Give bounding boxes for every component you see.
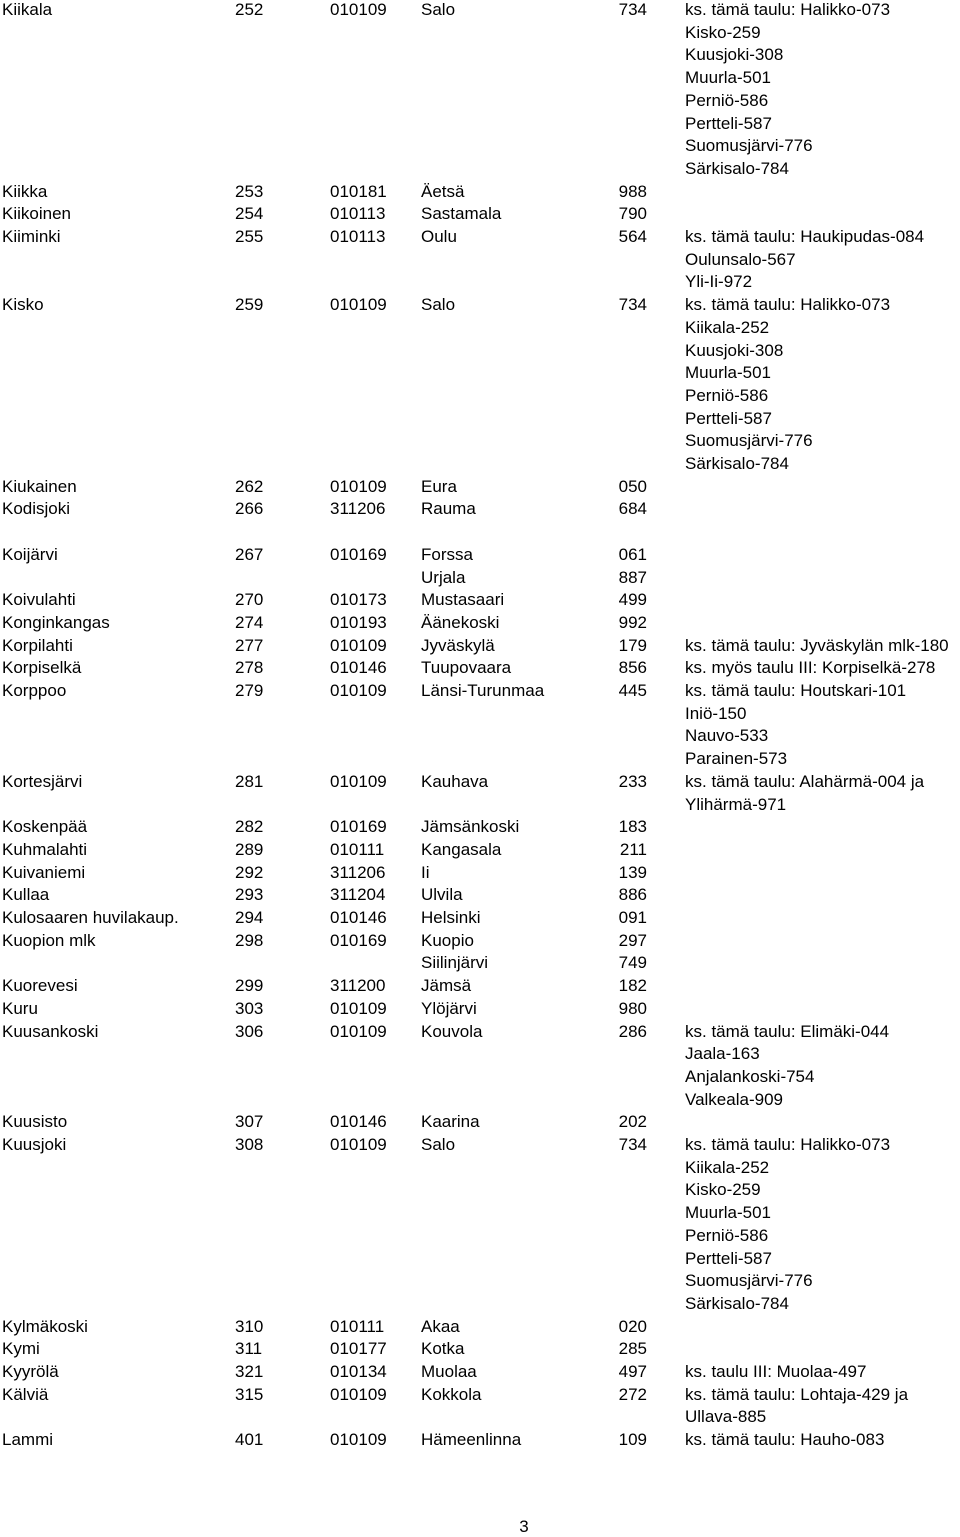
row-note: ks. tämä taulu: Halikko-073 [685,295,891,315]
row-code: 010146 [330,1112,387,1132]
row-note: Pertteli-587 [685,113,772,133]
row-town-number: 988 [618,181,647,201]
row-town: Eura [421,476,457,496]
row-number: 298 [235,930,264,950]
row-town-number: 497 [618,1362,647,1381]
row-code: 010113 [330,227,386,246]
table-row [0,293,960,316]
row-town: Kokkola [421,1384,482,1404]
row-town: Kangasala [421,839,502,859]
row-note: Oulunsalo-567 [685,249,796,269]
row-town-number: 286 [618,1021,647,1041]
table-row [0,407,960,430]
row-town-number: 790 [618,204,647,224]
row-code: 010111 [330,839,385,859]
row-note: Kiikala-252 [685,317,770,337]
row-code: 010169 [330,817,387,837]
table-row [0,951,960,974]
page-number: 3 [519,1517,529,1536]
table-row [0,1088,960,1111]
table-row [0,452,960,475]
row-number: 252 [235,0,264,19]
row-town: Mustasaari [421,590,505,610]
row-number: 292 [235,862,264,882]
table-row [0,1383,960,1406]
table-row [0,429,960,452]
row-note: Kuusjoki-308 [685,340,784,360]
row-town-number: 211 [619,839,647,859]
row-town-number: 684 [618,499,647,519]
row-name: Kylmäkoski [2,1316,88,1336]
table-row [0,1156,960,1179]
row-number: 299 [235,976,264,996]
table-row [0,815,960,838]
row-number: 262 [235,476,264,496]
row-code: 010111 [330,1316,385,1336]
row-number: 279 [235,681,264,700]
row-town: Oulu [421,227,457,246]
table-row [0,861,960,884]
row-note: Parainen-573 [685,749,788,769]
row-number: 315 [235,1384,264,1404]
row-code: 010113 [330,204,386,224]
table-row [0,997,960,1020]
table-row [0,838,960,861]
row-note: Muurla-501 [685,363,771,383]
row-number: 311 [235,1339,263,1359]
row-note: Perniö-586 [685,385,769,405]
row-name: Kuhmalahti [2,839,88,859]
table-row [0,656,960,679]
row-note: Pertteli-587 [685,1248,772,1268]
row-name: Kuivaniemi [2,862,86,882]
row-town: Urjala [421,567,466,587]
row-number: 321 [235,1362,264,1381]
table-row [0,724,960,747]
table-row [0,21,960,44]
row-code: 010109 [330,0,387,19]
table-row [0,634,960,657]
row-town: Akaa [421,1316,460,1336]
row-code: 311204 [330,885,386,905]
row-note: Iniö-150 [685,703,747,723]
row-number: 306 [235,1021,264,1041]
row-code: 010146 [330,908,387,927]
table-row [0,225,960,248]
row-name: Koivulahti [2,590,76,610]
table-row [0,1428,960,1451]
row-name: Kuusankoski [2,1021,99,1041]
row-name: Kiikka [2,181,48,201]
row-town: Länsi-Turunmaa [421,681,545,700]
table-row [0,1042,960,1065]
row-note: ks. tämä taulu: Alahärmä-004 ja [685,771,925,791]
row-code: 010169 [330,930,387,950]
row-number: 307 [235,1112,264,1132]
table-row [0,43,960,66]
row-name: Korpiselkä [2,658,82,678]
row-note: Särkisalo-784 [685,1293,789,1313]
row-number: 277 [235,635,264,655]
row-name: Kuru [2,998,38,1018]
row-note: Suomusjärvi-776 [685,1271,813,1291]
row-note: Nauvo-533 [685,726,769,746]
row-name: Kortesjärvi [2,771,83,791]
row-number: 267 [235,544,264,564]
row-town-number: 091 [618,908,647,927]
row-name: Konginkangas [2,612,110,632]
table-row [0,906,960,929]
row-code: 010109 [330,1135,387,1154]
row-number: 253 [235,181,264,201]
row-town-number: 856 [618,658,647,678]
row-town: Äänekoski [421,612,500,632]
row-note: ks. tämä taulu: Houtskari-101 [685,681,907,700]
row-town-number: 233 [618,771,647,791]
row-name: Korppoo [2,681,67,700]
row-town: Siilinjärvi [421,953,489,973]
table-row [0,1360,960,1383]
row-number: 401 [235,1430,264,1450]
row-name: Koskenpää [2,817,88,837]
row-note: ks. tämä taulu: Halikko-073 [685,0,891,19]
row-code: 010109 [330,1384,387,1404]
row-name: Lammi [2,1430,54,1450]
row-town-number: 020 [618,1316,647,1336]
table-row [0,1315,960,1338]
table-row [0,66,960,89]
row-town: Kotka [421,1339,465,1359]
row-code: 010173 [330,590,387,610]
row-name: Kälviä [2,1384,49,1404]
row-note: Särkisalo-784 [685,158,789,178]
row-number: 310 [235,1316,264,1336]
row-name: Kulosaaren huvilakaup. [2,908,179,927]
row-code: 010169 [330,544,387,564]
row-note: Ullava-885 [685,1407,767,1427]
row-code: 010109 [330,771,387,791]
row-note: Kiikala-252 [685,1157,770,1177]
row-note: ks. myös taulu III: Korpiselkä-278 [685,658,936,678]
table-row [0,1269,960,1292]
row-town: Tuupovaara [421,658,512,678]
row-town: Kuopio [421,930,474,950]
row-town: Hämeenlinna [421,1430,522,1450]
row-code: 010109 [330,998,387,1018]
row-town-number: 980 [618,998,647,1018]
table-row [0,1247,960,1270]
table-row [0,1178,960,1201]
table-row [0,316,960,339]
row-town-number: 887 [618,567,647,587]
row-note: Kisko-259 [685,22,761,42]
row-town: Rauma [421,499,476,519]
table-row [0,679,960,702]
table-row [0,0,960,21]
row-town: Kauhava [421,771,489,791]
row-town: Jämsänkoski [421,817,520,837]
table-row [0,180,960,203]
table-row [0,747,960,770]
row-town-number: 202 [618,1112,647,1132]
table-row [0,974,960,997]
row-code: 010109 [330,476,387,496]
row-town-number: 297 [618,930,647,950]
row-town-number: 109 [618,1430,647,1450]
row-note: ks. tämä taulu: Lohtaja-429 ja [685,1384,909,1404]
table-row [0,497,960,520]
row-number: 270 [235,590,264,610]
row-code: 010181 [330,181,387,201]
row-number: 281 [235,771,264,791]
row-town-number: 179 [618,635,647,655]
table-row [0,384,960,407]
row-town: Ylöjärvi [421,998,477,1018]
row-code: 010109 [330,681,387,700]
row-note: ks. tämä taulu: Hauho-083 [685,1430,885,1450]
row-note: Särkisalo-784 [685,454,789,473]
row-town: Salo [421,0,456,19]
row-note: Yli-Ii-972 [685,272,753,292]
row-note: Suomusjärvi-776 [685,431,813,451]
row-town: Sastamala [421,204,502,224]
table-row [0,270,960,293]
row-number: 289 [235,839,264,859]
table-row [0,1337,960,1360]
row-note: Kisko-259 [685,1180,761,1200]
row-name: Kuopion mlk [2,930,96,950]
row-name: Kiikoinen [2,204,71,224]
row-name: Koijärvi [2,544,58,564]
row-code: 010134 [330,1362,387,1381]
row-note: Muurla-501 [685,68,771,88]
row-note: ks. tämä taulu: Elimäki-044 [685,1021,890,1041]
table-row [0,89,960,112]
table-row [0,929,960,952]
row-town: Jämsä [421,976,472,996]
row-town: Helsinki [421,908,481,927]
row-number: 266 [235,499,264,519]
row-number: 303 [235,998,264,1018]
table-row [0,1020,960,1043]
table-row [0,1405,960,1428]
row-note: Valkeala-909 [685,1089,783,1109]
row-town-number: 182 [618,976,647,996]
row-number: 278 [235,658,264,678]
row-note: Pertteli-587 [685,408,772,428]
row-name: Kisko [2,295,44,315]
table-row [0,793,960,816]
table-row [0,248,960,271]
row-town-number: 564 [618,227,647,246]
table-row [0,1110,960,1133]
table-row [0,157,960,180]
row-town: Salo [421,295,456,315]
row-town: Salo [421,1135,456,1154]
row-name: Kiiminki [2,227,61,246]
row-code: 010109 [330,1430,387,1450]
row-town-number: 445 [618,681,647,700]
row-town-number: 139 [618,862,647,882]
row-number: 282 [235,817,264,837]
row-town: Äetsä [421,181,465,201]
table-row [0,134,960,157]
table-row [0,588,960,611]
row-town: Kaarina [421,1112,480,1132]
row-town: Jyväskylä [421,635,495,655]
row-town: Muolaa [421,1362,477,1381]
row-town-number: 285 [618,1339,647,1359]
table-row [0,611,960,634]
row-town-number: 272 [618,1384,647,1404]
table-row [0,1224,960,1247]
row-town: Kouvola [421,1021,483,1041]
table-row [0,1292,960,1315]
row-note: Kuusjoki-308 [685,45,784,65]
row-name: Korpilahti [2,635,73,655]
row-town-number: 886 [618,885,647,905]
table-row [0,202,960,225]
table-row [0,339,960,362]
row-note: Anjalankoski-754 [685,1066,815,1086]
row-name: Kuusjoki [2,1135,67,1154]
row-code: 010146 [330,658,387,678]
row-note: Jaala-163 [685,1044,760,1064]
row-number: 259 [235,295,264,315]
table-row [0,883,960,906]
table-row [0,1201,960,1224]
row-note: Muurla-501 [685,1203,771,1223]
table-row [0,112,960,135]
table-row [0,1133,960,1156]
row-name: Kodisjoki [2,499,71,519]
table-row [0,702,960,725]
row-number: 274 [235,612,264,632]
row-town-number: 749 [618,953,647,973]
table-row [0,475,960,498]
row-town: Ulvila [421,885,463,905]
row-code: 010109 [330,1021,387,1041]
row-town-number: 183 [618,817,647,837]
row-code: 010109 [330,295,387,315]
row-code: 311200 [330,976,386,996]
row-town-number: 734 [618,295,647,315]
row-note: ks. taulu III: Muolaa-497 [685,1362,867,1381]
row-note: Suomusjärvi-776 [685,136,813,156]
row-code: 010177 [330,1339,387,1359]
row-code: 010109 [330,635,387,655]
row-number: 308 [235,1135,264,1154]
row-number: 293 [235,885,264,905]
row-note: Perniö-586 [685,90,769,110]
row-town-number: 050 [618,476,647,496]
table-row [0,566,960,589]
table-row [0,520,960,543]
row-note: ks. tämä taulu: Haukipudas-084 [685,227,925,246]
row-town-number: 734 [618,1135,647,1154]
row-name: Kuusisto [2,1112,68,1132]
row-name: Kymi [2,1339,40,1359]
row-town-number: 061 [618,544,647,564]
row-number: 254 [235,204,264,224]
row-code: 311206 [330,862,386,882]
row-town-number: 499 [618,590,647,610]
row-town: Forssa [421,544,473,564]
row-code: 311206 [330,499,386,519]
row-note: Ylihärmä-971 [685,794,787,814]
row-town-number: 992 [618,612,647,632]
table-row [0,770,960,793]
row-note: Perniö-586 [685,1225,769,1245]
row-number: 294 [235,908,264,927]
row-number: 255 [235,227,264,246]
table-row [0,361,960,384]
row-note: ks. tämä taulu: Halikko-073 [685,1135,891,1154]
table-row [0,1065,960,1088]
row-code: 010193 [330,612,387,632]
row-name: Kiikala [2,0,53,19]
row-name: Kiukainen [2,476,77,496]
row-town: Ii [421,862,430,882]
row-name: Kullaa [2,885,50,905]
row-name: Kyyrölä [2,1362,59,1381]
row-name: Kuorevesi [2,976,78,996]
row-town-number: 734 [618,0,647,19]
row-note: ks. tämä taulu: Jyväskylän mlk-180 [685,635,949,655]
table-row [0,543,960,566]
